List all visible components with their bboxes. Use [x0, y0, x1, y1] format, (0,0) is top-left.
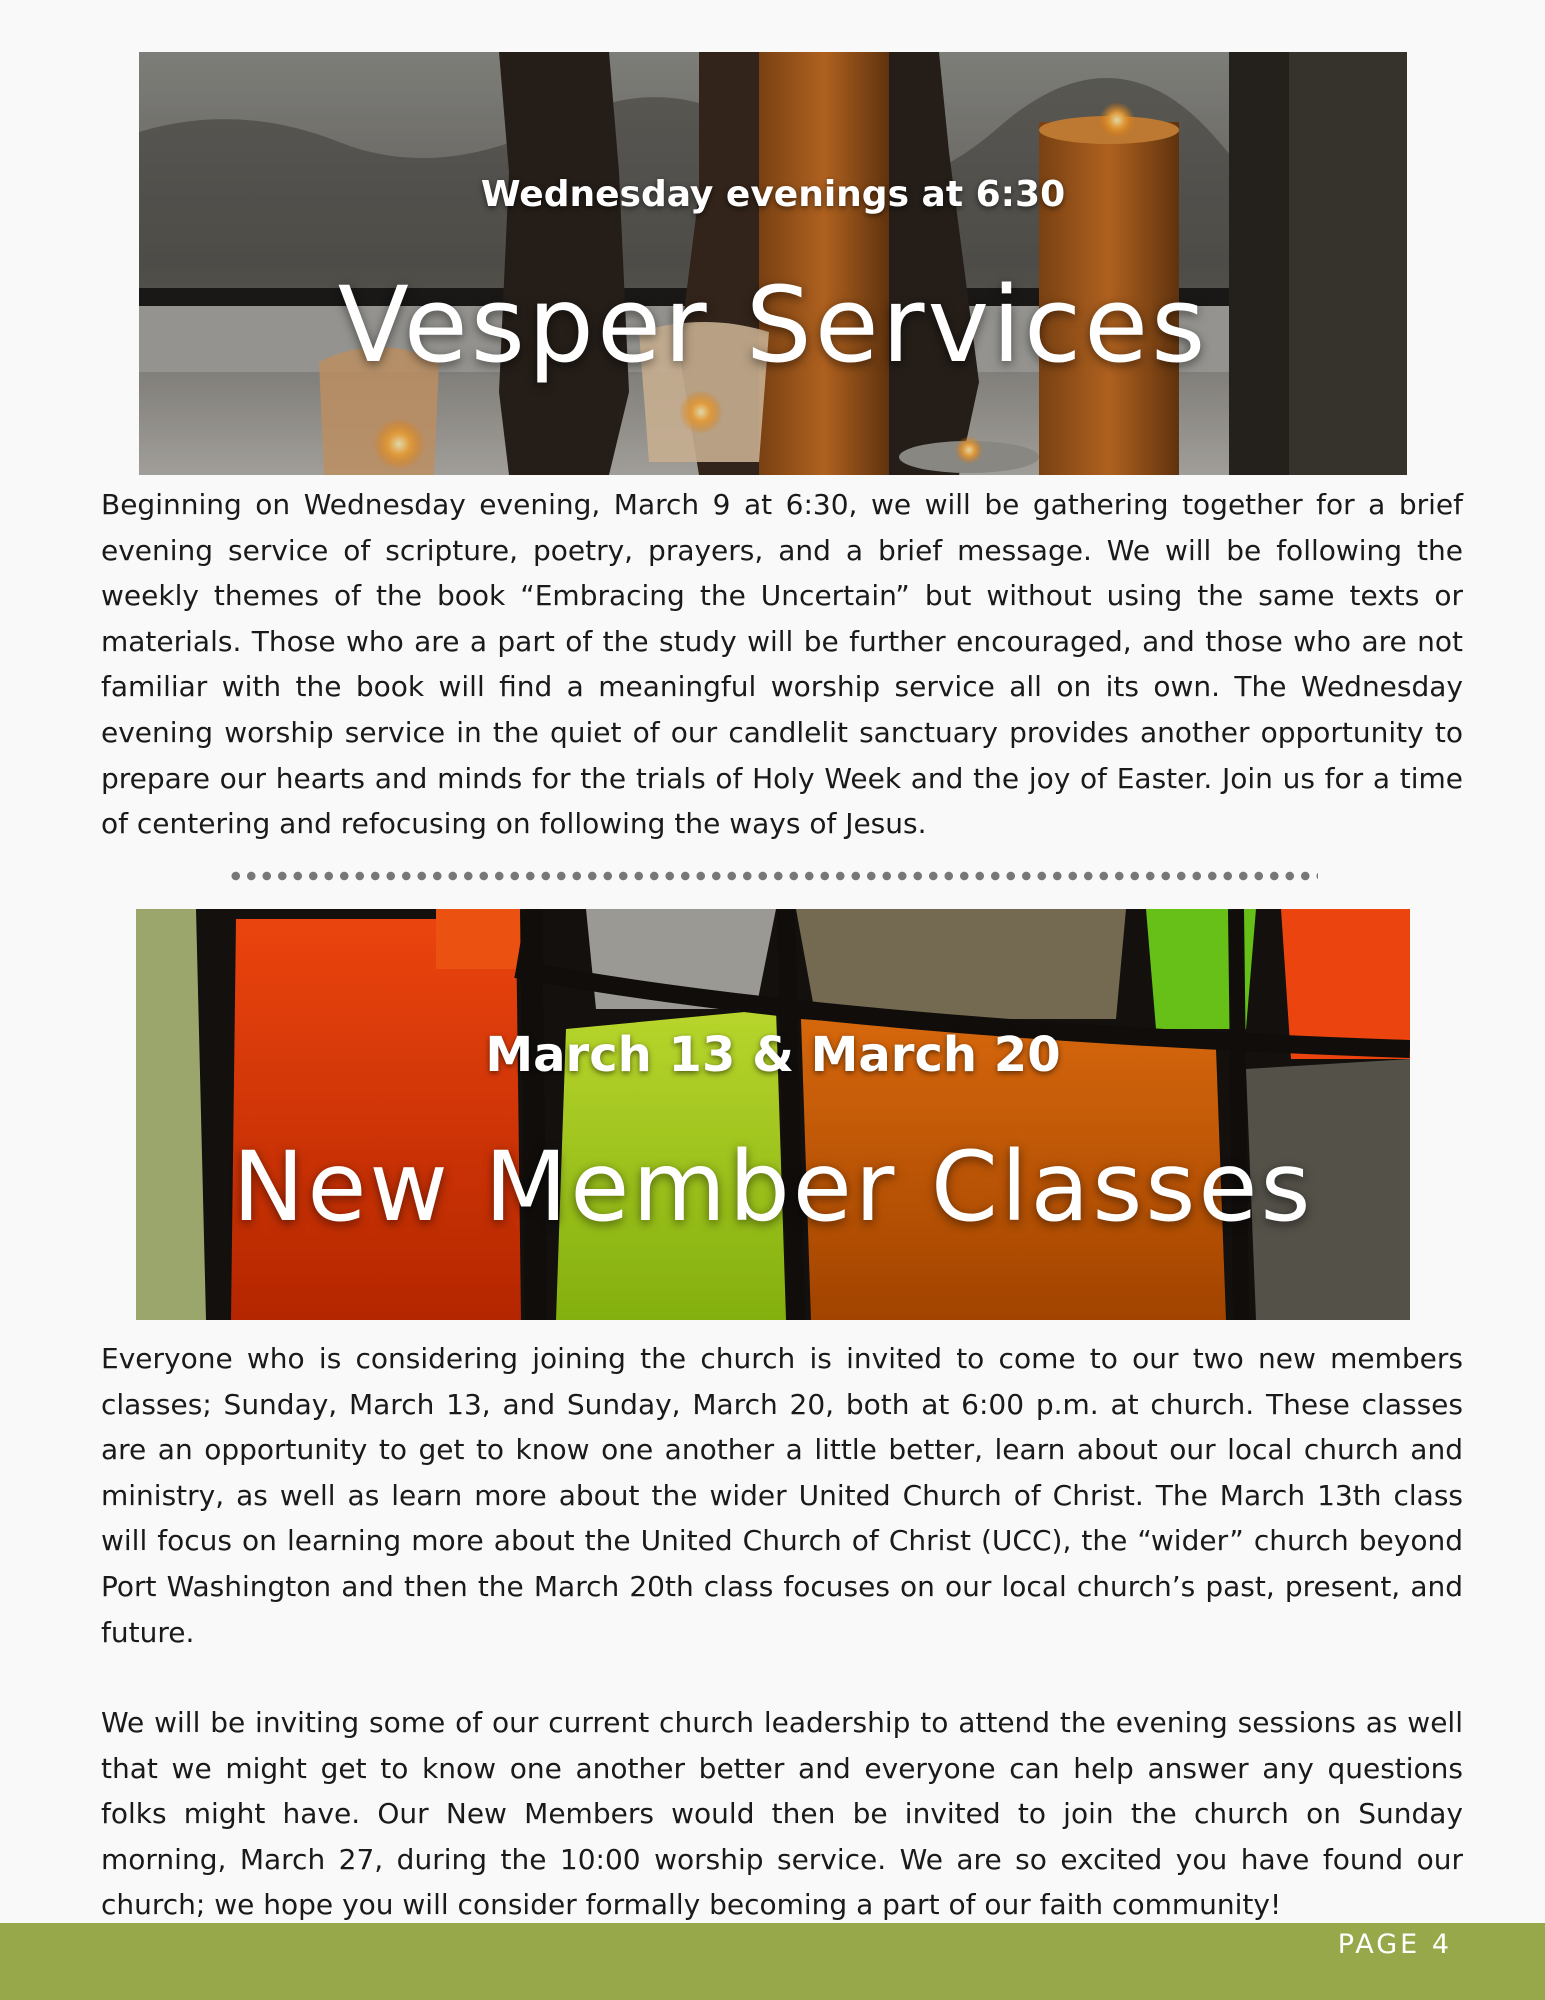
dotted-divider: [228, 870, 1318, 882]
stained-glass-photo: [136, 909, 1410, 1320]
vesper-services-banner: [139, 52, 1407, 475]
new-members-description: Everyone who is considering joining the church is invited to come to our two new members classes; Sunday, March 13, and Sunday, March 20, both at 6:00 p.m. at church. These classes are an opportunity to get to know one another a little better, learn about our local church and ministry, as well as learn more about the wider United Church of Christ. The March 13th class will focus on learning more about the United Church of Christ (UCC), the “wider” church beyond Port Washington and then the March 20th class focuses on our local church’s past, present, and future.: [101, 1342, 1463, 1649]
new-members-invitation: We will be inviting some of our current church leadership to attend the evening sessions as well that we might get to know one another better and everyone can help answer any questions folks might have. Our New Members would then be invited to join the church on Sunday morning, March 27, during the 10:00 worship service. We are so excited you have found our church; we hope you will consider formally becoming a part of our faith community!: [101, 1706, 1463, 1922]
page-number: PAGE 4: [1337, 1929, 1452, 1960]
vesper-description: Beginning on Wednesday evening, March 9 at 6:30, we will be gathering together for a brief evening service of scripture, poetry, prayers, and a brief message. We will be following the weekly themes of the book “Embracing the Uncertain” but without using the same texts or materials. Those who are a part of the study will be further encouraged, and those who are not familiar with the book will find a meaningful worship service all on its own. The Wednesday evening worship service in the quiet of our candlelit sanctuary provides another opportunity to prepare our hearts and minds for the trials of Holy Week and the joy of Easter. Join us for a time of centering and refocusing on following the ways of Jesus.: [101, 488, 1463, 841]
vesper-subtitle: Wednesday evenings at 6:30: [480, 174, 1066, 215]
new-member-classes-banner: [136, 909, 1410, 1320]
page-footer-bar: [0, 1923, 1545, 2000]
new-members-title: New Member Classes: [232, 1131, 1314, 1243]
vesper-title: Vesper Services: [337, 264, 1209, 386]
new-members-subtitle: March 13 & March 20: [485, 1027, 1061, 1083]
